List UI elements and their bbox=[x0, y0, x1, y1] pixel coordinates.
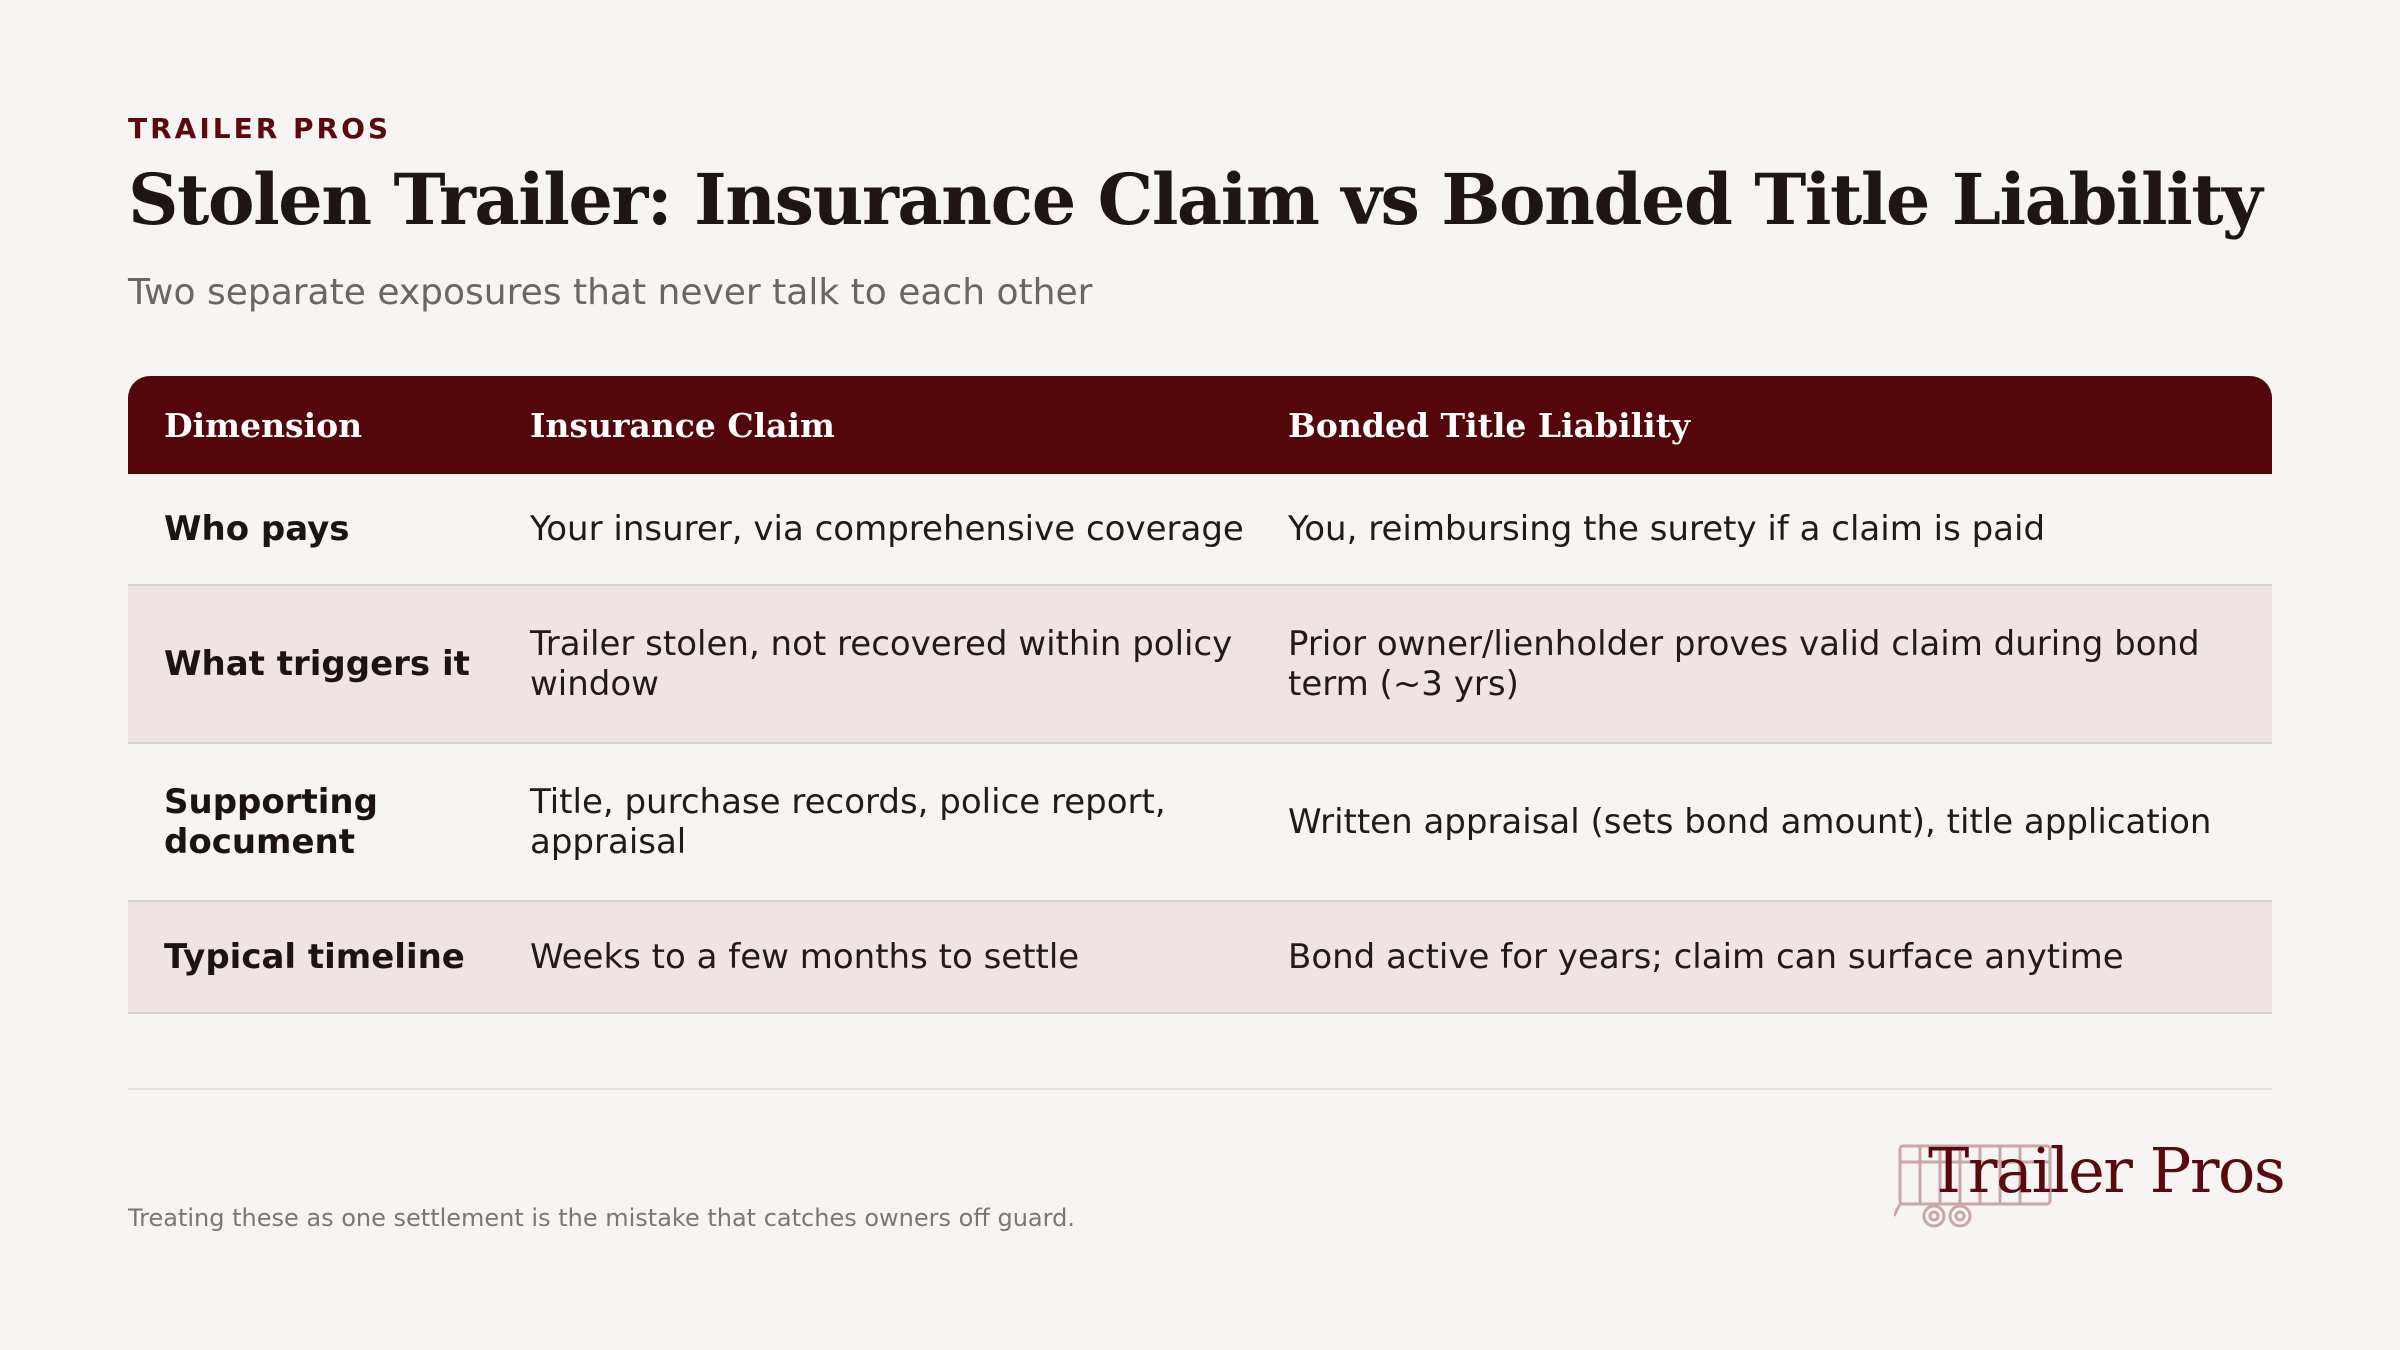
page-subtitle: Two separate exposures that never talk to each other bbox=[128, 272, 1093, 313]
page-title: Stolen Trailer: Insurance Claim vs Bonded Title Liability bbox=[128, 158, 2262, 241]
row-insurance-value: Your insurer, via comprehensive coverage bbox=[530, 509, 1244, 549]
row-insurance-value: Trailer stolen, not recovered within policy window bbox=[530, 624, 1233, 704]
table-row bbox=[128, 902, 2272, 1014]
footer-divider bbox=[128, 1088, 2272, 1090]
table-row bbox=[128, 744, 2272, 902]
table-row bbox=[128, 474, 2272, 586]
row-bonded-value: Written appraisal (sets bond amount), title application bbox=[1288, 802, 2212, 842]
footer-note: Treating these as one settlement is the mistake that catches owners off guard. bbox=[128, 1204, 1075, 1232]
row-dimension: Who pays bbox=[164, 509, 350, 549]
table-header-row bbox=[128, 376, 2272, 474]
row-bonded-value: Prior owner/lienholder proves valid claim during bond term (~3 yrs) bbox=[1288, 624, 2200, 704]
row-dimension: Typical timeline bbox=[164, 937, 465, 977]
header-dimension: Dimension bbox=[164, 405, 363, 445]
header-bonded-title-liability: Bonded Title Liability bbox=[1288, 405, 1691, 445]
row-bonded-value: You, reimbursing the surety if a claim is paid bbox=[1288, 509, 2046, 549]
row-dimension: Supporting document bbox=[164, 782, 378, 862]
brand-eyebrow: TRAILER PROS bbox=[128, 112, 392, 145]
logo-wordmark: Trailer Pros bbox=[1928, 1134, 2285, 1207]
table-row bbox=[128, 586, 2272, 744]
comparison-table bbox=[128, 376, 2272, 1014]
row-insurance-value: Title, purchase records, police report, appraisal bbox=[530, 782, 1166, 862]
brand-logo bbox=[1894, 1128, 2285, 1228]
row-dimension: What triggers it bbox=[164, 644, 470, 684]
header-insurance-claim: Insurance Claim bbox=[530, 405, 835, 445]
row-insurance-value: Weeks to a few months to settle bbox=[530, 937, 1080, 977]
row-bonded-value: Bond active for years; claim can surface anytime bbox=[1288, 937, 2124, 977]
